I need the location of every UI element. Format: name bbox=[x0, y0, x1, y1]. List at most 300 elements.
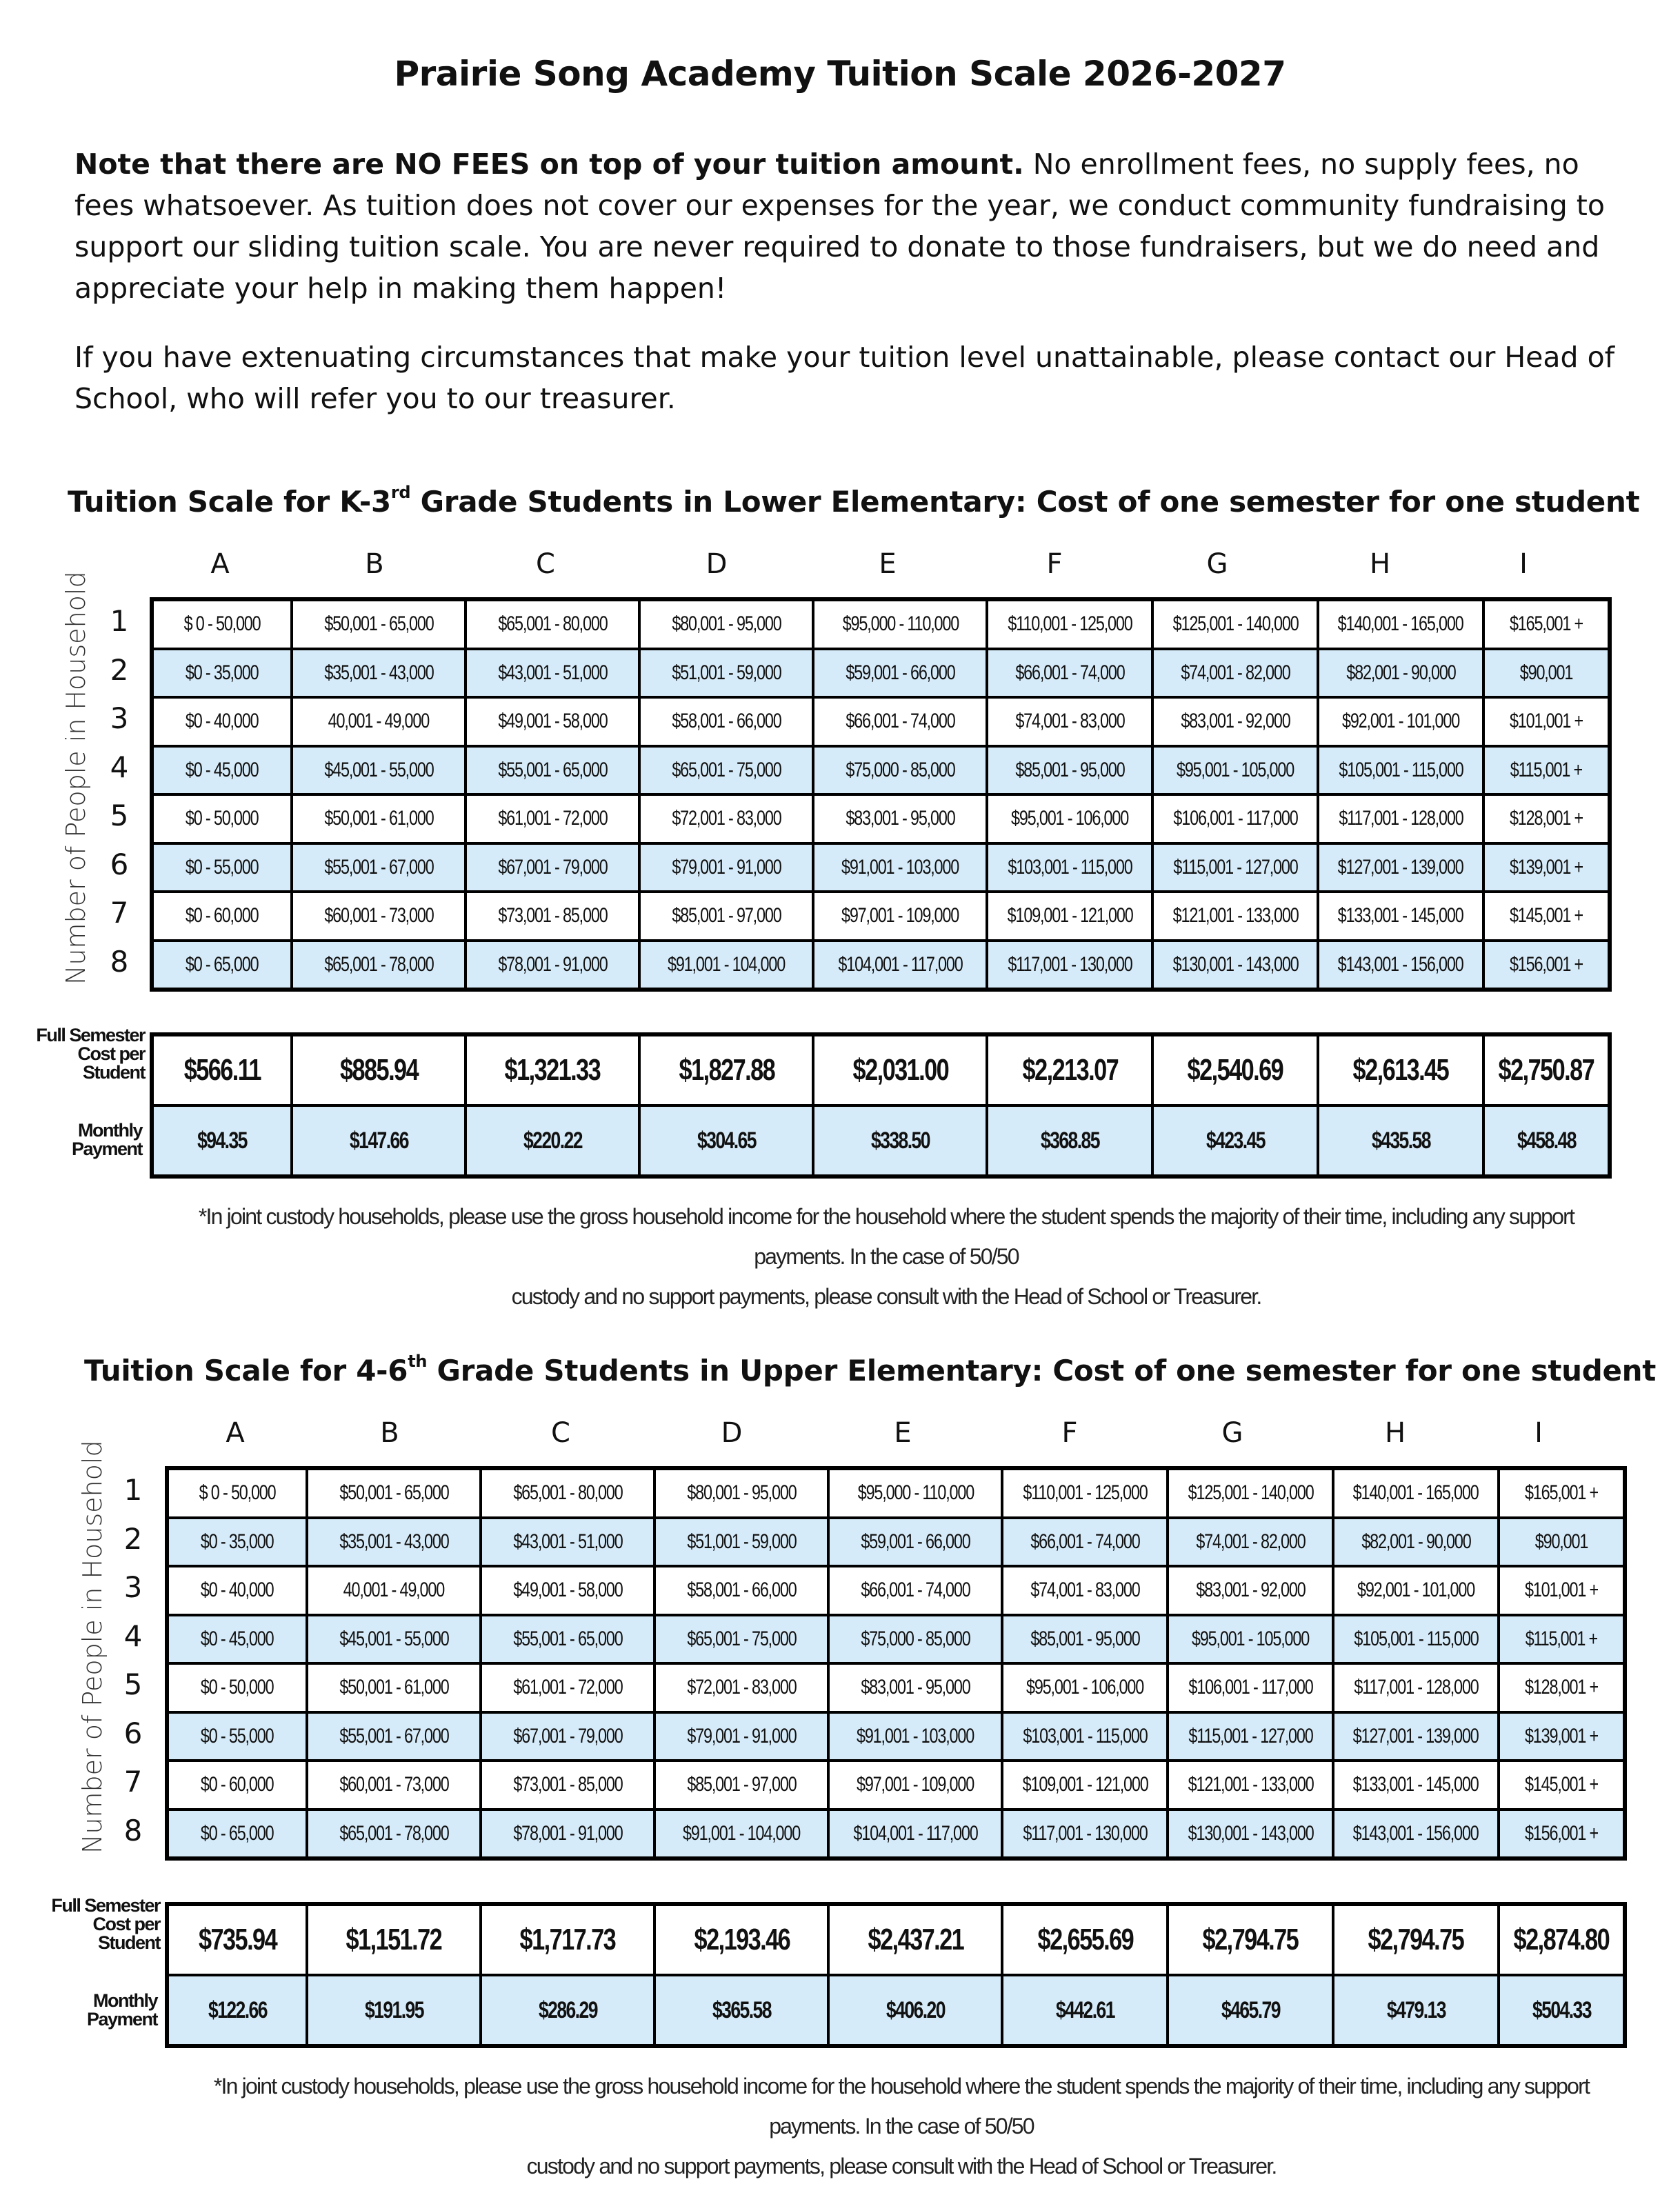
income-bracket-cell bbox=[654, 1518, 828, 1567]
monthly-payment-cell bbox=[167, 1975, 307, 2046]
bracket-value: $91,001 - 103,000 bbox=[857, 1724, 974, 1747]
column-letter: B bbox=[365, 548, 384, 580]
full-semester-cost-cell bbox=[481, 1904, 654, 1975]
full-semester-cost-cell bbox=[167, 1904, 307, 1975]
monthly-payment-value: $94.35 bbox=[197, 1127, 248, 1154]
bracket-value: $43,001 - 51,000 bbox=[498, 661, 608, 684]
income-bracket-cell bbox=[1499, 1566, 1625, 1615]
income-bracket-cell bbox=[828, 1810, 1002, 1859]
column-letter: F bbox=[1046, 548, 1063, 580]
bracket-value: $74,001 - 83,000 bbox=[1030, 1579, 1140, 1602]
column-letters bbox=[166, 1417, 1601, 1449]
full-semester-cost-value: $2,031.00 bbox=[852, 1053, 948, 1087]
section-title-main: Tuition Scale for K-3 bbox=[68, 485, 391, 519]
intro-text: No enrollment fees, no supply fees, no fees whatsoever. As tuition does not cover our expenses for the year, we conduct community fundraising to support our sliding tuition scale. You are never required to donate to those fundraisers, but we do need and appreciate your help in making them happen! bbox=[74, 148, 1605, 305]
monthly-payment-cell bbox=[292, 1105, 466, 1176]
column-letter: D bbox=[721, 1417, 743, 1449]
label-line: Monthly bbox=[93, 1990, 157, 2011]
table-row bbox=[152, 599, 1610, 649]
household-size-number: 2 bbox=[123, 1521, 143, 1556]
income-bracket-cell bbox=[292, 794, 466, 843]
monthly-payment-value: $423.45 bbox=[1206, 1127, 1265, 1154]
monthly-payment-value: $479.13 bbox=[1386, 1996, 1446, 2023]
table-row bbox=[167, 1663, 1625, 1712]
bracket-value: $35,001 - 43,000 bbox=[324, 661, 434, 684]
full-semester-cost-value: $2,213.07 bbox=[1022, 1053, 1118, 1087]
column-letter: H bbox=[1369, 548, 1391, 580]
bracket-value: $133,001 - 145,000 bbox=[1338, 904, 1464, 928]
full-semester-cost-cell bbox=[813, 1034, 987, 1105]
full-semester-cost-value: $1,151.72 bbox=[346, 1923, 442, 1956]
bracket-value: $65,001 - 78,000 bbox=[339, 1821, 449, 1845]
bracket-value: $60,001 - 73,000 bbox=[339, 1773, 449, 1796]
bracket-value: $45,001 - 55,000 bbox=[339, 1627, 449, 1650]
full-semester-cost-cell bbox=[292, 1034, 466, 1105]
monthly-payment-cell bbox=[481, 1975, 654, 2046]
bracket-value: $110,001 - 125,000 bbox=[1008, 612, 1132, 636]
full-semester-cost-value: $2,613.45 bbox=[1352, 1053, 1449, 1087]
bracket-value: $65,001 - 75,000 bbox=[672, 758, 781, 781]
label-line: Payment bbox=[86, 2009, 157, 2030]
bracket-value: $65,001 - 80,000 bbox=[513, 1481, 623, 1505]
section-title-main: Tuition Scale for 4-6 bbox=[84, 1354, 408, 1387]
footnote-line: *In joint custody households, please use the gross household income for the household where the student spends the majority of their time, including any support payments. In the case of 50/50 bbox=[213, 2074, 1590, 2138]
label-line: Cost per bbox=[92, 1914, 160, 1934]
income-bracket-cell bbox=[1333, 1663, 1499, 1712]
income-bracket-cell bbox=[1168, 1712, 1333, 1761]
bracket-value: $0 - 40,000 bbox=[186, 710, 259, 733]
table-row bbox=[167, 1615, 1625, 1664]
full-semester-cost-value: $2,193.46 bbox=[694, 1923, 790, 1956]
full-semester-cost-value: $1,827.88 bbox=[679, 1053, 774, 1087]
bracket-value: $0 - 35,000 bbox=[186, 661, 259, 684]
income-bracket-cell bbox=[292, 892, 466, 941]
income-bracket-cell bbox=[654, 1566, 828, 1615]
bracket-value: $65,001 - 80,000 bbox=[498, 612, 608, 636]
income-bracket-cell bbox=[1002, 1615, 1168, 1664]
income-bracket-cell bbox=[813, 649, 987, 698]
income-bracket-cell bbox=[1168, 1518, 1333, 1567]
bracket-value: $95,000 - 110,000 bbox=[842, 612, 959, 636]
full-semester-cost-value: $2,794.75 bbox=[1202, 1923, 1299, 1956]
household-size-number: 6 bbox=[123, 1716, 143, 1750]
bracket-value: $130,001 - 143,000 bbox=[1172, 952, 1299, 976]
income-bracket-cell bbox=[1499, 1663, 1625, 1712]
household-size-number: 5 bbox=[123, 1667, 143, 1701]
bracket-value: $85,001 - 97,000 bbox=[687, 1773, 797, 1796]
bracket-value: $130,001 - 143,000 bbox=[1188, 1821, 1314, 1845]
bracket-value: $83,001 - 95,000 bbox=[846, 807, 955, 830]
bracket-value: $101,001 + bbox=[1524, 1579, 1599, 1602]
bracket-value: $0 - 40,000 bbox=[201, 1579, 274, 1602]
bracket-value: $67,001 - 79,000 bbox=[513, 1724, 623, 1747]
income-bracket-cell bbox=[167, 1615, 307, 1664]
income-bracket-cell bbox=[1333, 1810, 1499, 1859]
income-bracket-cell bbox=[828, 1566, 1002, 1615]
household-size-number: 5 bbox=[110, 799, 129, 832]
bracket-value: $128,001 + bbox=[1509, 807, 1583, 830]
monthly-payment-value: $304.65 bbox=[697, 1127, 756, 1154]
bracket-value: $55,001 - 67,000 bbox=[324, 855, 434, 879]
monthly-payment-cell bbox=[828, 1975, 1002, 2046]
column-letter: G bbox=[1206, 548, 1228, 580]
income-bracket-cell bbox=[481, 1761, 654, 1810]
bracket-value: $140,001 - 165,000 bbox=[1338, 612, 1464, 636]
income-bracket-cell bbox=[466, 746, 639, 795]
income-bracket-cell bbox=[828, 1712, 1002, 1761]
circumstances-paragraph: If you have extenuating circumstances that make your tuition level unattainable, please contact our Head of School, who will refer you to our treasurer. bbox=[74, 341, 1615, 415]
monthly-payment-cell bbox=[152, 1105, 292, 1176]
intro-paragraph bbox=[74, 143, 1626, 309]
bracket-value: $105,001 - 115,000 bbox=[1338, 758, 1463, 781]
bracket-value: $51,001 - 59,000 bbox=[687, 1530, 797, 1553]
monthly-payment-value: $191.95 bbox=[364, 1996, 423, 2023]
income-bracket-cell bbox=[152, 746, 292, 795]
bracket-value: $74,001 - 82,000 bbox=[1196, 1530, 1306, 1553]
label-line: Full Semester bbox=[51, 1895, 160, 1916]
column-letters bbox=[151, 548, 1586, 580]
bracket-value: $97,001 - 109,000 bbox=[841, 904, 959, 928]
monthly-payment-value: $442.61 bbox=[1055, 1996, 1114, 2023]
income-bracket-cell bbox=[1318, 746, 1483, 795]
bracket-value: $117,001 - 128,000 bbox=[1353, 1676, 1479, 1699]
monthly-payment-value: $286.29 bbox=[538, 1996, 597, 2023]
income-bracket-cell bbox=[1002, 1663, 1168, 1712]
income-bracket-cell bbox=[466, 892, 639, 941]
income-bracket-cell bbox=[466, 941, 639, 990]
income-bracket-cell bbox=[1152, 746, 1318, 795]
monthly-payment-value: $458.48 bbox=[1517, 1127, 1576, 1154]
income-bracket-cell bbox=[1499, 1761, 1625, 1810]
income-bracket-cell bbox=[1168, 1761, 1333, 1810]
bracket-value: $0 - 55,000 bbox=[186, 855, 259, 879]
income-bracket-cell bbox=[1499, 1468, 1625, 1518]
income-bracket-cell bbox=[639, 746, 813, 795]
bracket-value: $0 - 65,000 bbox=[186, 952, 259, 976]
bracket-value: $61,001 - 72,000 bbox=[498, 807, 608, 830]
bracket-value: $43,001 - 51,000 bbox=[513, 1530, 623, 1553]
household-size-number: 8 bbox=[110, 944, 129, 979]
bracket-value: $156,001 + bbox=[1524, 1821, 1599, 1845]
income-bracket-cell bbox=[292, 746, 466, 795]
income-bracket-cell bbox=[1333, 1712, 1499, 1761]
bracket-value: $67,001 - 79,000 bbox=[498, 855, 608, 879]
income-bracket-cell bbox=[292, 649, 466, 698]
income-bracket-cell bbox=[1499, 1712, 1625, 1761]
monthly-payment-cell bbox=[813, 1105, 987, 1176]
bracket-value: $95,001 - 106,000 bbox=[1011, 807, 1129, 830]
full-semester-label bbox=[28, 1026, 145, 1082]
income-bracket-cell bbox=[1333, 1761, 1499, 1810]
income-bracket-cell bbox=[152, 599, 292, 649]
bracket-value: $0 - 45,000 bbox=[201, 1627, 274, 1650]
bracket-value: $59,001 - 66,000 bbox=[861, 1530, 970, 1553]
bracket-value: $85,001 - 95,000 bbox=[1030, 1627, 1140, 1650]
income-bracket-cell bbox=[987, 843, 1152, 892]
table-row bbox=[152, 941, 1610, 990]
income-bracket-cell bbox=[1152, 697, 1318, 746]
custody-footnote bbox=[166, 1196, 1607, 1316]
income-bracket-cell bbox=[987, 746, 1152, 795]
bracket-value: $145,001 + bbox=[1509, 904, 1583, 928]
income-bracket-cell bbox=[987, 649, 1152, 698]
income-bracket-cell bbox=[152, 649, 292, 698]
income-bracket-cell bbox=[1499, 1810, 1625, 1859]
income-bracket-cell bbox=[292, 599, 466, 649]
income-bracket-cell bbox=[639, 794, 813, 843]
income-bracket-cell bbox=[639, 599, 813, 649]
full-semester-cost-cell bbox=[654, 1904, 828, 1975]
bracket-value: $121,001 - 133,000 bbox=[1172, 904, 1299, 928]
full-semester-cost-cell bbox=[307, 1904, 481, 1975]
income-bracket-cell bbox=[152, 892, 292, 941]
bracket-value: $49,001 - 58,000 bbox=[513, 1579, 623, 1602]
income-bracket-cell bbox=[307, 1761, 481, 1810]
bracket-value: $66,001 - 74,000 bbox=[846, 710, 955, 733]
column-letter: D bbox=[706, 548, 728, 580]
column-letter: E bbox=[894, 1417, 912, 1449]
full-semester-cost-cell bbox=[1499, 1904, 1625, 1975]
income-bracket-cell bbox=[1483, 697, 1610, 746]
monthly-payment-cell bbox=[307, 1975, 481, 2046]
income-bracket-cell bbox=[1318, 794, 1483, 843]
income-bracket-cell bbox=[466, 794, 639, 843]
bracket-value: $91,001 - 103,000 bbox=[841, 855, 959, 879]
table-row bbox=[167, 1810, 1625, 1859]
income-bracket-cell bbox=[1152, 649, 1318, 698]
bracket-value: $72,001 - 83,000 bbox=[672, 807, 781, 830]
monthly-payment-cell bbox=[1168, 1975, 1333, 2046]
bracket-value: $101,001 + bbox=[1509, 710, 1583, 733]
income-bracket-cell bbox=[654, 1712, 828, 1761]
label-line: Student bbox=[83, 1062, 145, 1083]
bracket-value: $115,001 - 127,000 bbox=[1173, 855, 1298, 879]
household-size-number: 3 bbox=[110, 701, 129, 735]
side-axis-label: Number of People in Household bbox=[77, 1440, 108, 1854]
monthly-payment-cell bbox=[1002, 1975, 1168, 2046]
household-size-number: 4 bbox=[110, 750, 129, 784]
full-semester-cost-cell bbox=[466, 1034, 639, 1105]
income-bracket-cell bbox=[987, 794, 1152, 843]
bracket-value: $35,001 - 43,000 bbox=[339, 1530, 449, 1553]
bracket-value: $121,001 - 133,000 bbox=[1188, 1773, 1314, 1796]
income-bracket-cell bbox=[1152, 794, 1318, 843]
cost-table bbox=[165, 1902, 1627, 2048]
monthly-payment-cell bbox=[1152, 1105, 1318, 1176]
column-letter: A bbox=[226, 1417, 245, 1449]
monthly-payment-cell bbox=[466, 1105, 639, 1176]
bracket-value: $72,001 - 83,000 bbox=[687, 1676, 797, 1699]
monthly-payment-value: $368.85 bbox=[1040, 1127, 1099, 1154]
full-semester-cost-cell bbox=[1483, 1034, 1610, 1105]
full-semester-cost-cell bbox=[1002, 1904, 1168, 1975]
bracket-value: $73,001 - 85,000 bbox=[513, 1773, 623, 1796]
income-bracket-cell bbox=[813, 697, 987, 746]
income-bracket-cell bbox=[167, 1810, 307, 1859]
label-line: Monthly bbox=[78, 1120, 142, 1141]
full-semester-cost-cell bbox=[1168, 1904, 1333, 1975]
income-bracket-cell bbox=[639, 649, 813, 698]
bracket-value: $90,001 bbox=[1519, 661, 1573, 684]
income-bracket-cell bbox=[813, 843, 987, 892]
bracket-value: $0 - 60,000 bbox=[201, 1773, 274, 1796]
monthly-payment-value: $338.50 bbox=[870, 1127, 930, 1154]
full-semester-cost-cell bbox=[1318, 1034, 1483, 1105]
income-bracket-table bbox=[150, 597, 1612, 992]
bracket-value: $140,001 - 165,000 bbox=[1353, 1481, 1479, 1505]
income-bracket-cell bbox=[1168, 1810, 1333, 1859]
full-semester-label bbox=[41, 1896, 160, 1952]
section-title bbox=[68, 483, 1639, 519]
full-semester-cost-cell bbox=[152, 1034, 292, 1105]
bracket-value: $95,001 - 106,000 bbox=[1026, 1676, 1144, 1699]
bracket-value: $117,001 - 130,000 bbox=[1008, 952, 1132, 976]
full-semester-cost-cell bbox=[1333, 1904, 1499, 1975]
table-row bbox=[152, 746, 1610, 795]
household-size-numbers bbox=[116, 1466, 150, 1855]
monthly-payment-label bbox=[28, 1121, 142, 1159]
bracket-value: $66,001 - 74,000 bbox=[1030, 1530, 1140, 1553]
income-bracket-cell bbox=[828, 1468, 1002, 1518]
monthly-payment-cell bbox=[1483, 1105, 1610, 1176]
bracket-value: $73,001 - 85,000 bbox=[498, 904, 608, 928]
bracket-value: $74,001 - 83,000 bbox=[1015, 710, 1125, 733]
bracket-value: $50,001 - 65,000 bbox=[324, 612, 434, 636]
bracket-value: $82,001 - 90,000 bbox=[1346, 661, 1456, 684]
income-bracket-cell bbox=[813, 599, 987, 649]
monthly-payment-cell bbox=[1499, 1975, 1625, 2046]
income-bracket-cell bbox=[1333, 1518, 1499, 1567]
household-size-numbers bbox=[102, 597, 137, 986]
full-semester-cost-cell bbox=[1152, 1034, 1318, 1105]
income-bracket-cell bbox=[1318, 649, 1483, 698]
income-bracket-cell bbox=[1168, 1468, 1333, 1518]
income-bracket-cell bbox=[1333, 1468, 1499, 1518]
monthly-payment-cell bbox=[1333, 1975, 1499, 2046]
bracket-value: $58,001 - 66,000 bbox=[672, 710, 781, 733]
income-bracket-cell bbox=[1152, 843, 1318, 892]
income-bracket-cell bbox=[1318, 843, 1483, 892]
bracket-value: $139,001 + bbox=[1509, 855, 1583, 879]
bracket-value: $0 - 50,000 bbox=[186, 807, 259, 830]
bracket-value: $104,001 - 117,000 bbox=[838, 952, 963, 976]
bracket-value: 40,001 - 49,000 bbox=[343, 1579, 445, 1602]
income-bracket-cell bbox=[1318, 599, 1483, 649]
bracket-value: $115,001 + bbox=[1510, 758, 1583, 781]
bracket-value: $143,001 - 156,000 bbox=[1353, 1821, 1479, 1845]
bracket-value: $83,001 - 92,000 bbox=[1196, 1579, 1306, 1602]
bracket-value: $165,001 + bbox=[1524, 1481, 1599, 1505]
bracket-value: $75,000 - 85,000 bbox=[861, 1627, 970, 1650]
income-bracket-cell bbox=[167, 1468, 307, 1518]
bracket-value: $95,001 - 105,000 bbox=[1177, 758, 1294, 781]
income-bracket-cell bbox=[292, 941, 466, 990]
income-bracket-cell bbox=[307, 1810, 481, 1859]
income-bracket-cell bbox=[654, 1468, 828, 1518]
full-semester-cost-value: $566.11 bbox=[183, 1053, 261, 1087]
income-bracket-cell bbox=[1483, 746, 1610, 795]
income-bracket-cell bbox=[307, 1663, 481, 1712]
income-bracket-cell bbox=[639, 941, 813, 990]
section-title-rest: Grade Students in Lower Elementary: Cost of one semester for one student bbox=[410, 485, 1640, 519]
bracket-value: $0 - 50,000 bbox=[201, 1676, 274, 1699]
monthly-payment-value: $504.33 bbox=[1532, 1996, 1591, 2023]
income-bracket-cell bbox=[167, 1566, 307, 1615]
page-title: Prairie Song Academy Tuition Scale 2026-2027 bbox=[394, 54, 1286, 94]
bracket-value: $104,001 - 117,000 bbox=[853, 1821, 978, 1845]
household-size-number: 6 bbox=[110, 847, 129, 881]
income-bracket-cell bbox=[1318, 892, 1483, 941]
bracket-value: $106,001 - 117,000 bbox=[1188, 1676, 1313, 1699]
label-line: Cost per bbox=[77, 1043, 145, 1064]
bracket-value: $ 0 - 50,000 bbox=[199, 1481, 276, 1505]
income-bracket-cell bbox=[1002, 1712, 1168, 1761]
bracket-value: $45,001 - 55,000 bbox=[324, 758, 434, 781]
income-bracket-table bbox=[165, 1466, 1627, 1861]
full-semester-cost-value: $2,794.75 bbox=[1368, 1923, 1464, 1956]
income-bracket-cell bbox=[828, 1761, 1002, 1810]
income-bracket-cell bbox=[654, 1615, 828, 1664]
income-bracket-cell bbox=[1483, 649, 1610, 698]
bracket-value: $0 - 35,000 bbox=[201, 1530, 274, 1553]
column-letter: C bbox=[536, 548, 555, 580]
income-bracket-cell bbox=[1333, 1566, 1499, 1615]
income-bracket-cell bbox=[1002, 1468, 1168, 1518]
income-bracket-cell bbox=[1483, 843, 1610, 892]
full-semester-cost-cell bbox=[987, 1034, 1152, 1105]
income-bracket-cell bbox=[1483, 892, 1610, 941]
income-bracket-cell bbox=[1168, 1615, 1333, 1664]
monthly-payment-value: $220.22 bbox=[523, 1127, 582, 1154]
monthly-payment-cell bbox=[1318, 1105, 1483, 1176]
bracket-value: $55,001 - 65,000 bbox=[498, 758, 608, 781]
bracket-value: $95,000 - 110,000 bbox=[857, 1481, 974, 1505]
table-row bbox=[152, 794, 1610, 843]
label-line: Student bbox=[98, 1932, 160, 1953]
income-bracket-cell bbox=[1152, 892, 1318, 941]
income-bracket-cell bbox=[1483, 794, 1610, 843]
bracket-value: $128,001 + bbox=[1524, 1676, 1599, 1699]
footnote-line: custody and no support payments, please consult with the Head of School or Treasurer. bbox=[511, 1284, 1261, 1309]
bracket-value: $103,001 - 115,000 bbox=[1023, 1724, 1148, 1747]
income-bracket-cell bbox=[1002, 1761, 1168, 1810]
income-bracket-cell bbox=[828, 1518, 1002, 1567]
bracket-value: $143,001 - 156,000 bbox=[1338, 952, 1464, 976]
income-bracket-cell bbox=[1168, 1566, 1333, 1615]
monthly-payment-value: $406.20 bbox=[886, 1996, 945, 2023]
bracket-value: $83,001 - 95,000 bbox=[861, 1676, 970, 1699]
household-size-number: 2 bbox=[110, 652, 129, 687]
bracket-value: $145,001 + bbox=[1524, 1773, 1599, 1796]
monthly-payment-row bbox=[152, 1105, 1610, 1176]
bracket-value: $109,001 - 121,000 bbox=[1007, 904, 1133, 928]
bracket-value: $115,001 + bbox=[1525, 1627, 1598, 1650]
income-bracket-cell bbox=[481, 1468, 654, 1518]
bracket-value: $55,001 - 65,000 bbox=[513, 1627, 623, 1650]
label-line: Full Semester bbox=[36, 1025, 145, 1045]
full-semester-cost-row bbox=[152, 1034, 1610, 1105]
bracket-value: $65,001 - 78,000 bbox=[324, 952, 434, 976]
income-bracket-cell bbox=[987, 599, 1152, 649]
household-size-number: 3 bbox=[123, 1570, 143, 1604]
income-bracket-cell bbox=[152, 697, 292, 746]
full-semester-cost-value: $2,874.80 bbox=[1513, 1923, 1610, 1956]
household-size-number: 7 bbox=[123, 1765, 143, 1799]
cost-table bbox=[150, 1032, 1612, 1179]
full-semester-cost-cell bbox=[639, 1034, 813, 1105]
income-bracket-cell bbox=[639, 843, 813, 892]
income-bracket-cell bbox=[654, 1761, 828, 1810]
